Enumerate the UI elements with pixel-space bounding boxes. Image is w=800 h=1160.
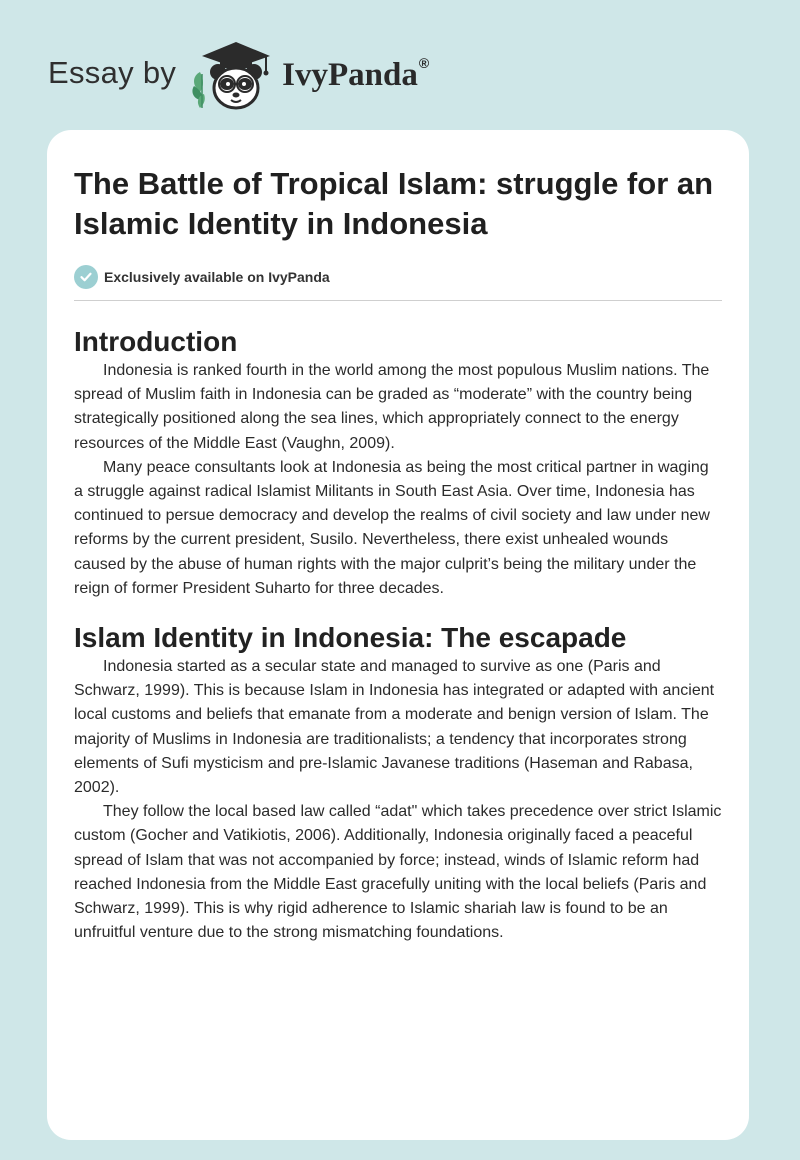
- paragraph: Indonesia is ranked fourth in the world among the most populous Muslim nations. The spread of Muslim faith in Indonesia can be graded as “moderate” with the country being strategically positioned along the sea lines, which appropriately connect to the energy resources of the Middle East (Vaughn, 2009).: [74, 362, 710, 452]
- paragraph: Indonesia started as a secular state and managed to survive as one (Paris and Schwarz, 1999). This is because Islam in Indonesia has integrated or adapted with ancient local customs and beliefs that emanate from a moderate and benign version of Islam. The majority of Muslims in Indonesia are traditionalists; a tendency that incorporates strong elements of Sufi mysticism and pre-Islamic Javanese traditions (Haseman and Rabasa, 2002).: [74, 658, 715, 797]
- section-heading-islam-identity: Islam Identity in Indonesia: The escapade: [74, 622, 627, 654]
- brand-prefix: Essay by: [48, 55, 177, 90]
- paragraph: They follow the local based law called “adat" which takes precedence over strict Islamic custom (Gocher and Vatikiotis, 2006). Additionally, Indonesia originally faced a peaceful spread of Islam that was not accompanied by force; instead, winds of Islamic reform had reached Indonesia from the Middle East gracefully uniting with the local beliefs (Paris and Schwarz, 1999). This is why rigid adherence to Islamic shariah law is found to be an unfruitful venture due to the strong mismatching foundations.: [74, 803, 722, 942]
- exclusive-label: Exclusively available on IvyPanda: [104, 269, 330, 285]
- brand-name: IvyPanda®: [282, 54, 430, 93]
- panda-graduate-icon: [188, 34, 280, 114]
- essay-title: The Battle of Tropical Islam: struggle for an Islamic Identity in Indonesia: [74, 166, 714, 241]
- registered-mark: ®: [418, 54, 430, 71]
- exclusive-notice: [74, 264, 722, 290]
- brand-header: [48, 34, 429, 114]
- section-heading-introduction: Introduction: [74, 326, 238, 357]
- check-icon: [74, 265, 98, 289]
- paragraph: Many peace consultants look at Indonesia as being the most critical partner in waging a struggle against radical Islamist Militants in South East Asia. Over time, Indonesia has continued to persue democracy and develop the realms of civil society and law under new reforms by the current president, Susilo. Nevertheless, there exist unhealed wounds caused by the abuse of human rights with the major culprit’s being the military under the reign of former President Suharto for three decades.: [74, 458, 710, 597]
- title-divider: [74, 300, 722, 301]
- essay-card: [47, 130, 749, 1140]
